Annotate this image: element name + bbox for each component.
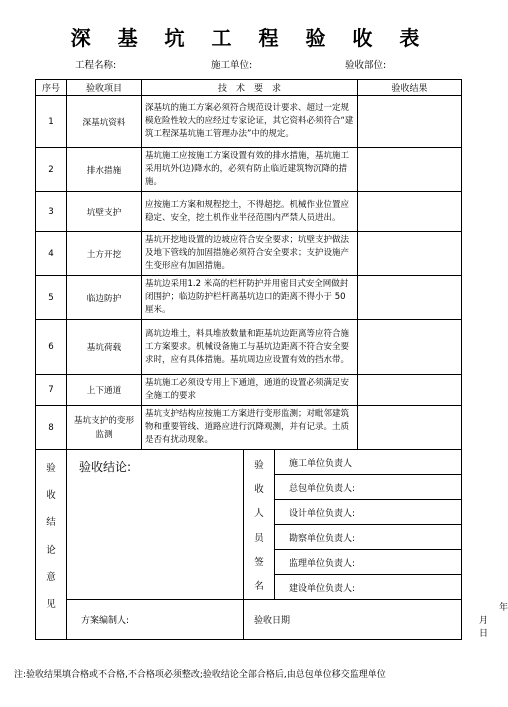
row-seq: 8 xyxy=(36,406,67,450)
table-row xyxy=(36,148,462,192)
row-item: 深基坑资料 xyxy=(67,96,142,148)
row-result-field[interactable] xyxy=(358,232,462,276)
row-seq: 2 xyxy=(36,148,67,192)
row-item: 排水措施 xyxy=(67,148,142,192)
row-requirement: 深基坑的施工方案必须符合规范设计要求、超过一定规模危险性较大的应经过专家论证，其它资料必须符合“建筑工程深基坑施工管理办法”中的规定。 xyxy=(142,96,358,148)
table-row xyxy=(36,96,462,148)
header-seq: 序号 xyxy=(36,80,67,96)
signer-supervision-unit[interactable]: 监理单位负责人: xyxy=(275,550,462,575)
row-item: 基坑支护的变形监测 xyxy=(67,406,142,450)
table-row xyxy=(36,375,462,406)
header-requirement: 技 术 要 求 xyxy=(142,80,358,96)
row-seq: 7 xyxy=(36,375,67,406)
row-item: 基坑荷载 xyxy=(67,320,142,375)
row-result-field[interactable] xyxy=(358,375,462,406)
conclusion-title: 验收结论: xyxy=(79,460,132,474)
page-title: 深 基 坑 工 程 验 收 表 xyxy=(70,26,430,50)
row-requirement: 基坑开挖地设置的边坡应符合安全要求；坑壁支护做法及地下管线的加固措施必须符合安全要求；支护设施产生变形应有加固措施。 xyxy=(142,232,358,276)
row-seq: 6 xyxy=(36,320,67,375)
table-row xyxy=(36,320,462,375)
plan-author-field[interactable]: 方案编制人: xyxy=(67,600,244,640)
footer-row xyxy=(36,600,462,640)
row-item: 临边防护 xyxy=(67,276,142,320)
conclusion-side-label: 验 收 结 论 意 见 xyxy=(36,450,67,640)
row-requirement: 基坑施工应按施工方案设置有效的排水措施，基坑施工采用坑外(边)降水的，必须有防止临近建筑物沉降的措施。 xyxy=(142,148,358,192)
signer-survey-unit[interactable]: 勘察单位负责人: xyxy=(275,525,462,550)
acceptance-date-label: 验收日期 xyxy=(244,600,462,640)
table-row xyxy=(36,192,462,232)
row-item: 坑壁支护 xyxy=(67,192,142,232)
conclusion-row xyxy=(36,450,462,475)
row-seq: 1 xyxy=(36,96,67,148)
row-item: 土方开挖 xyxy=(67,232,142,276)
signer-design-unit[interactable]: 设计单位负责人: xyxy=(275,500,462,525)
table-row xyxy=(36,232,462,276)
row-result-field[interactable] xyxy=(358,148,462,192)
row-result-field[interactable] xyxy=(358,192,462,232)
row-item: 上下通道 xyxy=(67,375,142,406)
row-requirement: 基坑支护结构应按施工方案进行变形监测；对毗邻建筑物和重要管线、道路应进行沉降观测，并有记录。土质是否有扰动现象。 xyxy=(142,406,358,450)
signer-general-contractor[interactable]: 总包单位负责人: xyxy=(275,475,462,500)
header-result: 验收结果 xyxy=(358,80,462,96)
row-requirement: 离坑边堆土，料具堆放数量和距基坑边距离等应符合施工方案要求。机械设备施工与基坑边距离不符合安全要求时，应有具体措施。基坑周边应设置有效的挡水带。 xyxy=(142,320,358,375)
conclusion-field[interactable] xyxy=(67,450,244,600)
row-seq: 3 xyxy=(36,192,67,232)
table-row xyxy=(36,276,462,320)
row-result-field[interactable] xyxy=(358,320,462,375)
project-name-label: 工程名称: xyxy=(75,60,117,71)
row-result-field[interactable] xyxy=(358,406,462,450)
year-label: 年 xyxy=(499,603,508,613)
acceptance-table xyxy=(35,79,508,640)
row-seq: 4 xyxy=(36,232,67,276)
table-row xyxy=(36,406,462,450)
acceptance-part-label: 验收部位: xyxy=(345,60,387,71)
row-requirement: 基坑边采用1.2 米高的栏杆防护并用密目式安全网做封闭围护；临边防护栏杆离基坑边口的距离不得小于 50 厘米。 xyxy=(142,276,358,320)
row-requirement: 应按施工方案和规程挖土，不得超挖。机械作业位置应稳定、安全，挖土机作业半径范围内严禁人员进出。 xyxy=(142,192,358,232)
header-row xyxy=(36,80,462,96)
signer-construction-unit[interactable]: 施工单位负责人 xyxy=(275,450,462,475)
footnote: 注:验收结果填合格或不合格,不合格项必须整改;验收结论全部合格后,由总包单位移交监理单位 xyxy=(14,670,386,680)
header-item: 验收项目 xyxy=(67,80,142,96)
construction-unit-label: 施工单位: xyxy=(211,60,253,71)
row-requirement: 基坑施工必须设专用上下通道，通道的设置必须满足安全施工的要求 xyxy=(142,375,358,406)
row-seq: 5 xyxy=(36,276,67,320)
signer-side-label: 验 收 人 员 签 名 xyxy=(244,450,275,600)
row-result-field[interactable] xyxy=(358,276,462,320)
day-label: 日 xyxy=(479,629,489,639)
signer-owner-unit[interactable]: 建设单位负责人: xyxy=(275,575,462,600)
month-label: 月 xyxy=(479,616,489,626)
row-result-field[interactable] xyxy=(358,96,462,148)
